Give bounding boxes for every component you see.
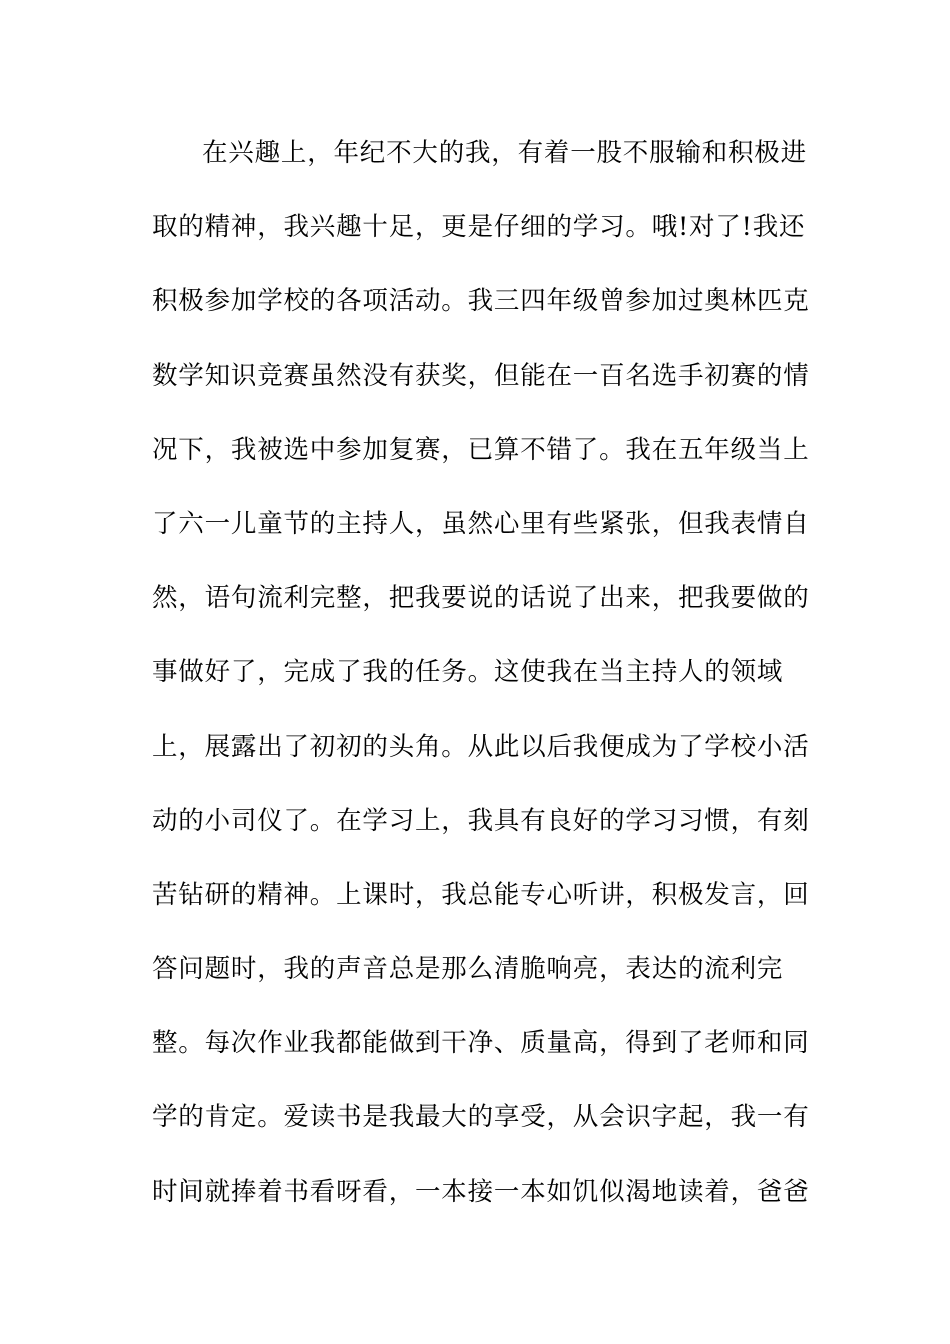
text-line: 时间就捧着书看呀看，一本接一本如饥似渴地读着，爸爸 xyxy=(152,1176,810,1207)
text-line: 取的精神，我兴趣十足，更是仔细的学习。哦!对了!我还 xyxy=(152,212,806,243)
text-line: 在兴趣上，年纪不大的我，有着一股不服输和积极进 xyxy=(202,138,807,168)
text-line: 苦钻研的精神。上课时，我总能专心听讲，积极发言，回 xyxy=(152,879,810,910)
text-line: 然，语句流利完整，把我要说的话说了出来，把我要做的 xyxy=(152,583,810,614)
text-line: 学的肯定。爱读书是我最大的享受，从会识字起，我一有 xyxy=(152,1102,810,1133)
text-line: 数学知识竞赛虽然没有获奖，但能在一百名选手初赛的情 xyxy=(152,360,810,391)
body-text xyxy=(152,128,810,1241)
text-line: 积极参加学校的各项活动。我三四年级曾参加过奥林匹克 xyxy=(152,286,810,317)
text-line: 况下，我被选中参加复赛，已算不错了。我在五年级当上 xyxy=(152,434,810,465)
text-line: 整。每次作业我都能做到干净、质量高，得到了老师和同 xyxy=(152,1028,810,1059)
text-line: 事做好了，完成了我的任务。这使我在当主持人的领域 xyxy=(152,657,784,688)
text-line: 了六一儿童节的主持人，虽然心里有些紧张，但我表情自 xyxy=(152,508,810,539)
text-line: 答问题时，我的声音总是那么清脆响亮，表达的流利完 xyxy=(152,954,784,985)
text-line: 上，展露出了初初的头角。从此以后我便成为了学校小活 xyxy=(152,731,810,762)
text-line: 动的小司仪了。在学习上，我具有良好的学习习惯，有刻 xyxy=(152,805,810,836)
